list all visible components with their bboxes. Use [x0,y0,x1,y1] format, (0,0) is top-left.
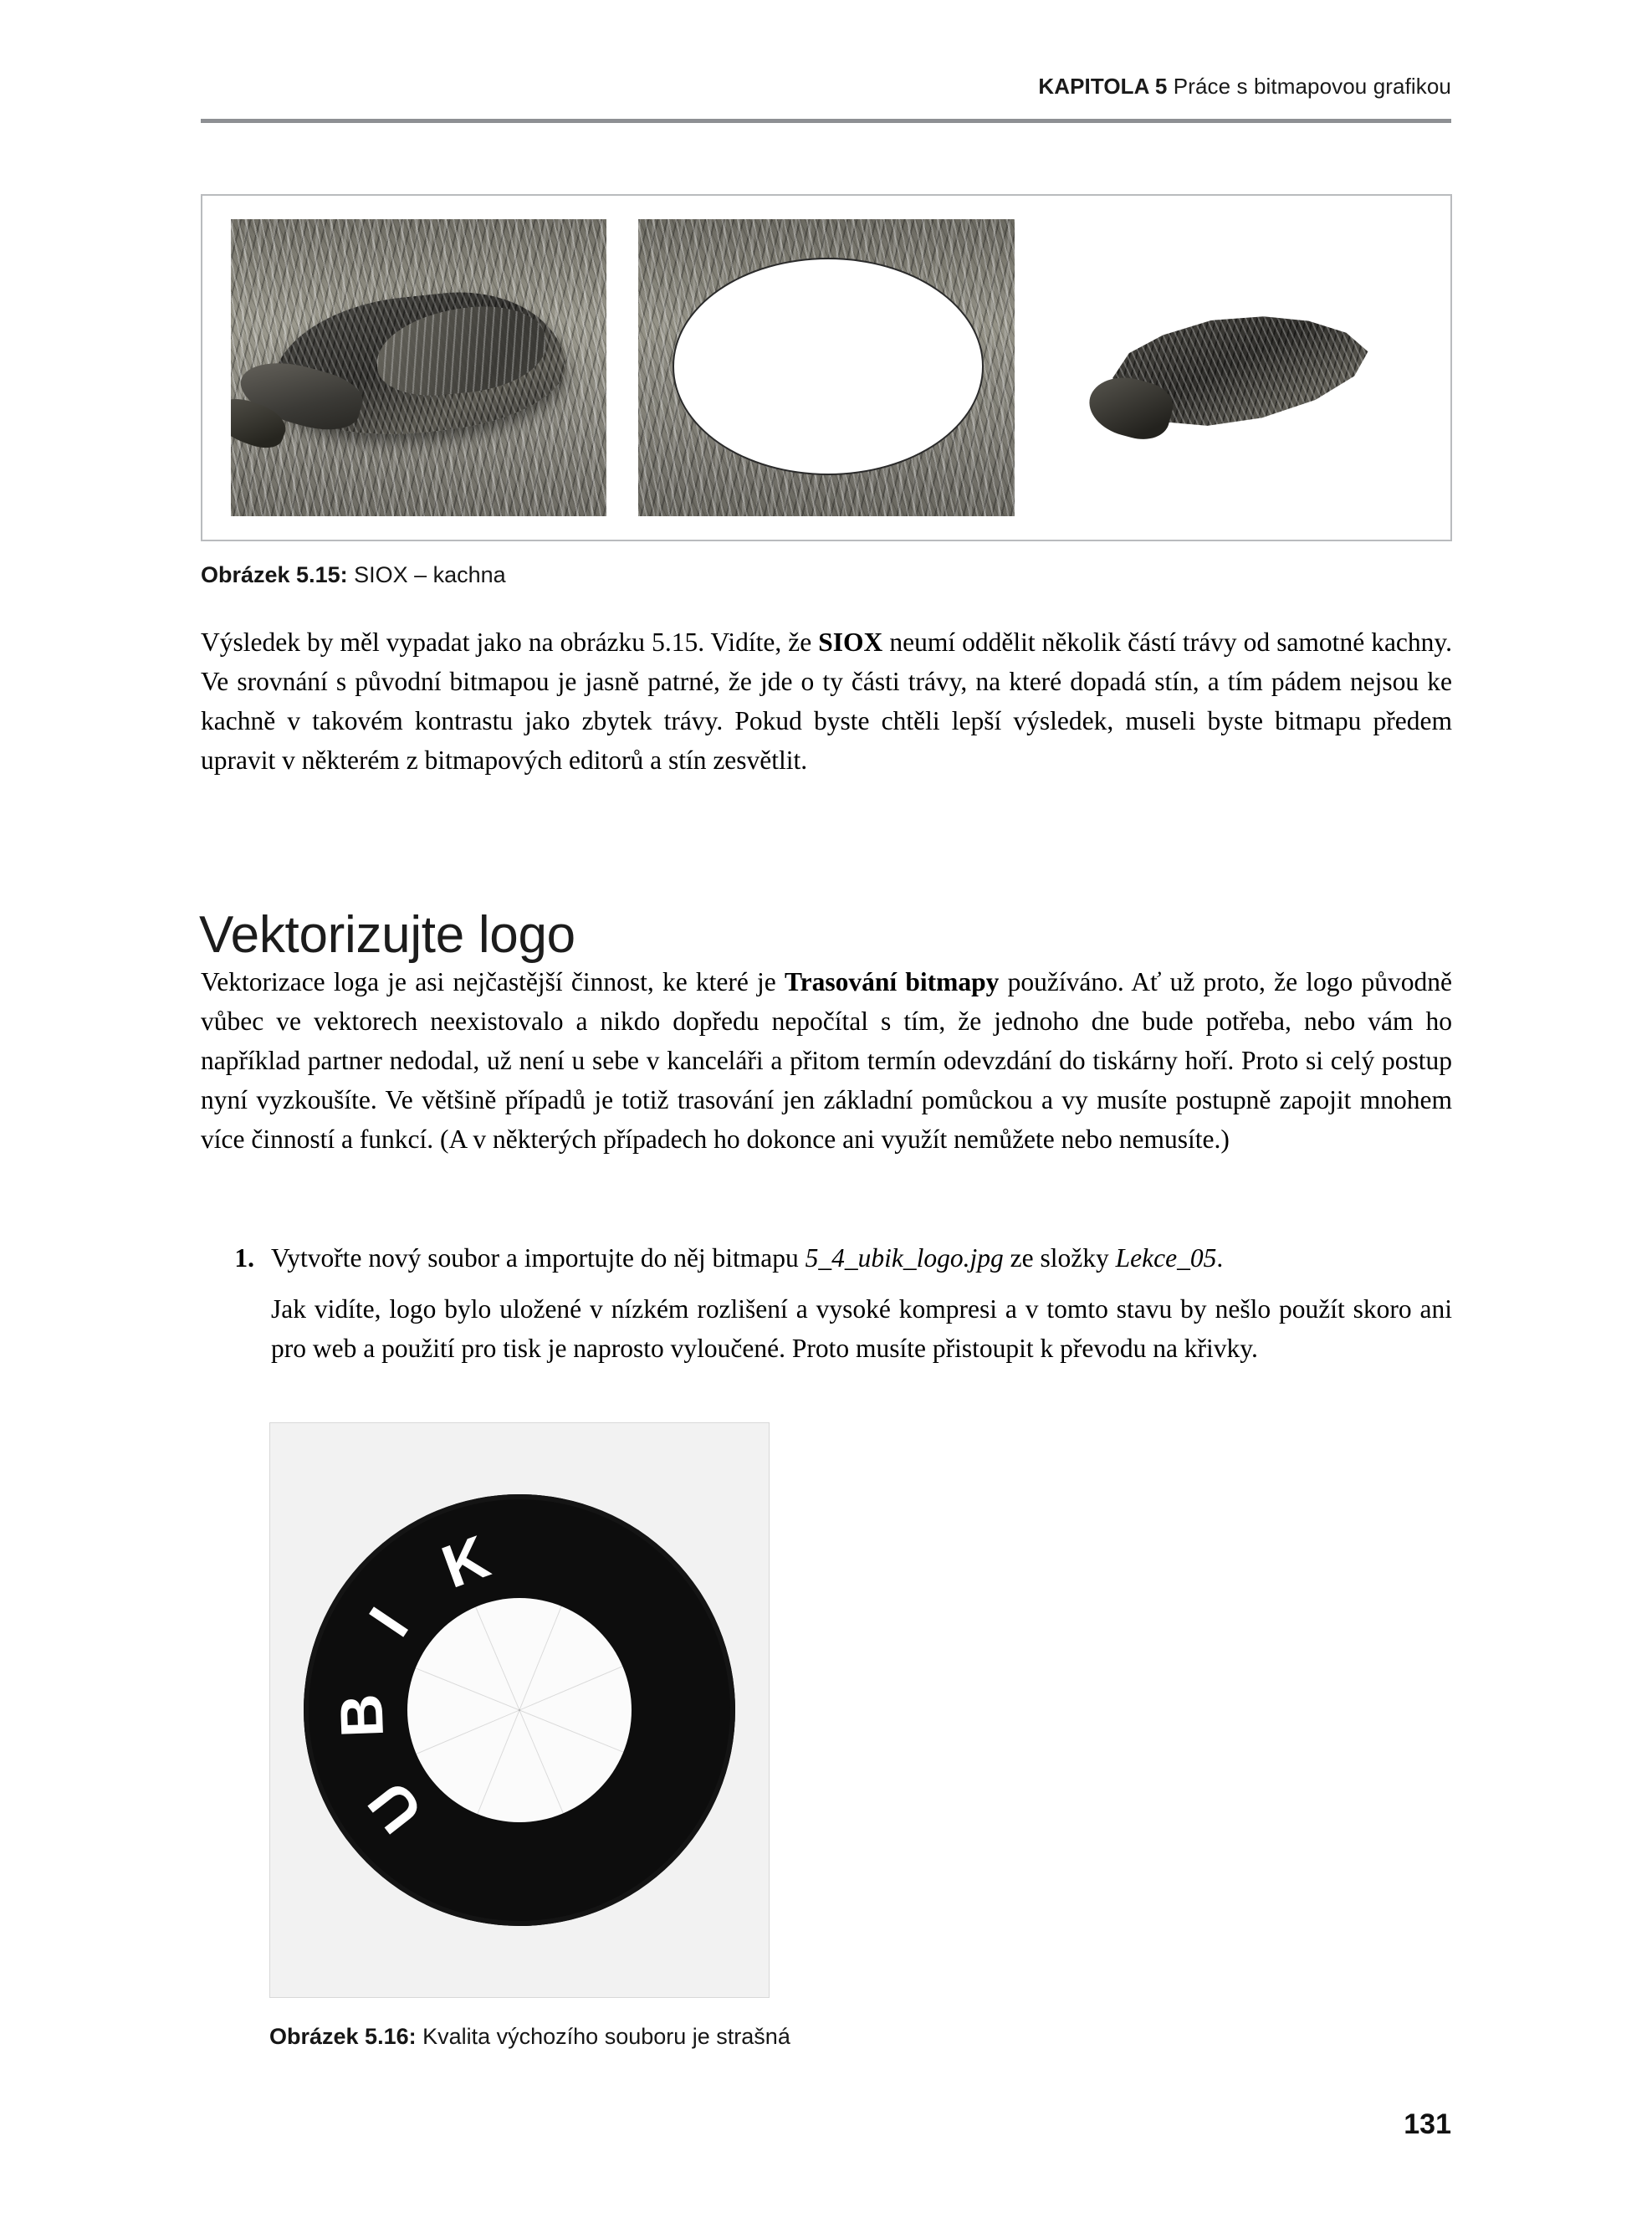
running-head [201,74,1451,100]
chapter-label: KAPITOLA 5 [1038,74,1168,99]
logo-letter-b: B [328,1693,396,1739]
page-number: 131 [1404,2108,1451,2140]
logo-inner-disc [407,1598,632,1822]
figure-5-15-caption-text: SIOX – kachna [347,562,506,587]
header-rule [201,119,1451,123]
logo-letter-u: U [355,1769,436,1845]
figure-5-15-caption-label: Obrázek 5.15: [201,562,348,587]
extracted-duck-shape [1089,289,1378,447]
figure-5-16-caption [269,2024,790,2050]
ellipse-selection-shape [673,258,984,475]
figure-5-16-caption-label: Obrázek 5.16: [269,2024,417,2049]
logo-spoke [475,1606,564,1813]
list-item-number: 1. [234,1243,254,1273]
list-item-text-secondary: Jak vidíte, logo bylo uložené v nízkém rozlišení a vysoké kompresi a v tomto stavu by nešlo použít skoro ani pro web a použití pro tisk je naprosto vyloučené. Proto musíte přistoupit k převodu na křivky. [271,1294,1452,1363]
paragraph-vectorize: Vektorizace loga je asi nejčastější činnost, ke které je Trasování bitmapy používáno. Ať už proto, že logo původně vůbec ve vektorech neexistovalo a nikdo dopředu nepočítal s tím, že jednoho dne bude potřeba, nebo vám ho například partner nedodal, už není u sebe v kanceláři a přitom termín odevzdání do tiskárny hoří. Proto si celý postup nyní vyzkoušíte. Ve většině případů je totiž trasování jen základní pomůckou a vy musíte postupně zapojit mnohem více činností a funkcí. (A v některých případech ho dokonce ani využít nemůžete nebo nemusíte.) [201,967,1452,1154]
logo-letter-k: K [433,1523,498,1601]
figure-5-16-caption-text: Kvalita výchozího souboru je strašná [416,2024,790,2049]
figure-5-15 [201,194,1452,541]
list-item-text: Vytvořte nový soubor a importujte do něj bitmapu 5_4_ubik_logo.jpg ze složky Lekce_05. [271,1243,1224,1273]
duck-wing [372,300,550,402]
paragraph-intro: Výsledek by měl vypadat jako na obrázku 5.15. Vidíte, že SIOX neumí oddělit několik částí trávy od samotné kachny. Ve srovnání s původní bitmapou je jasně patrné, že jde o ty části trávy, na které dopadá stín, a tím pádem nejsou ke kachně v takovém kontrastu jako zbytek trávy. Pokud byste chtěli lepší výsledek, museli byste bitmapu předem upravit v některém z bitmapových editorů a stín zesvětlit. [201,627,1452,775]
ubik-logo [304,1494,735,1926]
figure-5-15-caption [201,562,506,588]
pane-selection-ellipse [638,219,1014,516]
list-item [201,1238,1452,1368]
chapter-title: Práce s bitmapovou grafikou [1173,74,1451,99]
logo-letter-i: I [356,1596,422,1648]
figure-5-16 [269,1422,770,1998]
figure-5-15-panes [231,219,1422,516]
section-heading: Vektorizujte logo [199,905,575,964]
pane-original-photo [231,219,606,516]
list-item-body [271,1238,1452,1368]
pane-extracted-duck [1046,219,1422,516]
